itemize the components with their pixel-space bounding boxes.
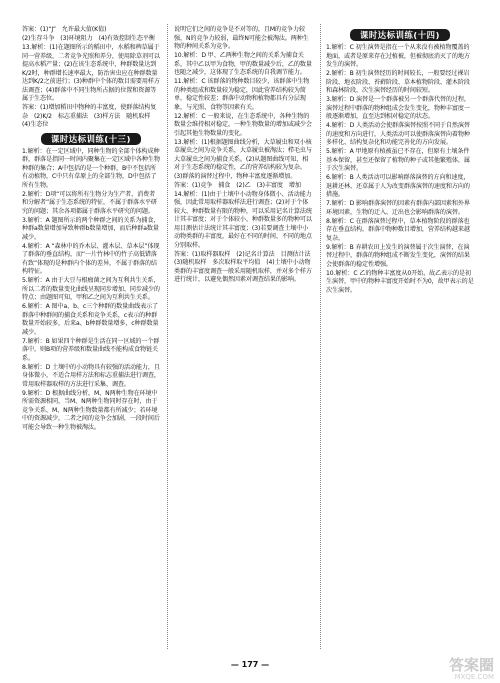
answer-item: 2.解析：B 初生演替经历的时间较长，一般要经过裸岩阶段、地衣阶段、苔藓阶段、草本植物阶段、灌木阶段和森林阶段，次生演替经历的时间较短。 [326, 70, 470, 94]
answer-list [326, 44, 474, 295]
answer-item: 6.解析：A 图中a、b、c三个种群的数量曲线表示了群落中种群间的捕食关系和竞争关系，c表示的种群数量开始较多，后来a、b种群数量增多，c种群数量减少。 [22, 303, 159, 336]
answer-item: 2.解析：D项“可以将所有生物分为生产者、消费者和分解者”属于生态系统的特征，不属于群落水平研究的问题；其余各项都属于群落水平研究的问题。 [22, 190, 157, 215]
answer-item: 13.解析：(1)在题图所示的稻田中，水稻和稗草属于同一营养级，二者竞争光照和养分，使用除草剂可以提高水稻产量；(2)在该生态系统中，种群数量达到K/2时，种群增长速率最大，防治害虫应在种群数量达到K/2之前进行；(3)种群中个体的数目需要用样方法调查；(4)群落中不同生物所占据的位置和资源等属于生态位。 [22, 44, 160, 102]
answer-item: 13.解析：(1)根据题图曲线分析，大草履虫和双小核草履虫之间为竞争关系，大草履虫被淘汰；栉毛虫与大草履虫之间为捕食关系。(2)从题图曲线可知，相对于生态系统的稳定性，乙的营养结构较为复杂。(3)群落的演替过程中，物种丰富度逐渐增加。 [174, 138, 312, 180]
answer-item: 9.解析：B 弃耕农田上发生的演替属于次生演替，在演替过程中，群落的物种组成不断发生变化，演替的结果会使群落的稳定性增强。 [326, 243, 470, 268]
answer-item: 答案：(1)竞争 捕食 (2)乙 (3)丰富度 增加 [174, 181, 301, 189]
column-left [22, 26, 160, 646]
answer-item: 9.解析：D 根据曲线分析，M、N两种生物在环境中所需资源相同，当M、N两种生物同时存在时，由于竞争关系，M、N两种生物数量都有所减少；若环境中的资源减少，二者之间的竞争会加剧，一段时间后可能会导致一种生物被淘汰。 [22, 389, 160, 431]
watermark-logo [449, 658, 494, 681]
answer-item: 14.解析：(1)由于土壤中小动物身体微小、活动能力强，因此常用取样器取样法进行调查；(2)对于个体较大、种群数量有限的物种，可以采用记名计算法统计其丰富度；对于个体较小、种群数量多的物种可以用目测估计法统计其丰富度；(3)若要调查土壤中小动物类群的丰富度，最好在不同的时间、不同的地点分别取样。 [174, 190, 312, 249]
section-header-14 [326, 29, 474, 41]
page-number: — 177 — [230, 660, 270, 669]
answer-item: 10.解析：C 乙的物种丰富度从0开始，故乙表示的是初生演替，甲中的物种丰富度开始时不为0，故甲表示的是次生演替。 [326, 269, 474, 294]
answer-item: 答案：(1)取样器取样 (2)记名计算法 目测估计法 (3)随机取样 多次取样取平均值 (4)土壤中小动物类群的丰富度调查一般采用随机取样，并对多个样方进行统计，以避免偶然因素对调查结果的影响。 [174, 250, 317, 283]
answer-item: 8.解析：C 在群落演替过程中，草本植物阶段的群落也存在垂直结构，群落中物种数目增加，营养结构越来越复杂。 [326, 217, 470, 242]
answer-item: 5.解析：A 甲地原有植被虽已不存在，但原有土壤条件基本保留，甚至还保留了植物的种子或其他繁殖体，属于次生演替。 [326, 148, 470, 172]
answer-item: 3.解析：D 演替是一个群落被另一个群落代替的过程，演替过程中群落的物种组成会发生变化，物种丰富度一般逐渐增加，直至达到相对稳定的状态。 [326, 96, 470, 120]
answer-item: 6.解析：B 人类活动可以影响群落演替的方向和速度，退耕还林、还草属于人为改变群落演替的速度和方向的措施。 [326, 174, 470, 198]
answer-item: 7.解析：B 如果四个种群是生活在同一区域的一个群落中，则B项的营养级和数量曲线不能构成食物链关系。 [22, 337, 160, 362]
answer-item: 1.解析：C 初生演替是指在一个从来没有被植物覆盖的地面，或者是原来存在过植被，但被彻底消灭了的地方发生的演替。 [326, 44, 470, 68]
answer-item: 12.解析：C 一般来说，在生态系统中，各种生物的数量会维持相对稳定，一种生物数量的增加或减少会引起其他生物数量的变化。 [174, 112, 312, 137]
section-title: 课时达标训练(十三) [41, 133, 141, 145]
answer-item: (2)生存斗争 (3)环境阻力 (4)有效控制生态平衡 [22, 35, 155, 42]
answer-item: 答案：(1)“J” 允许最大值(K值) [22, 26, 107, 33]
answer-item: 7.解析：D 影响群落演替的因素有群落内部因素和外界环境因素，生物的迁入、迁出也会影响群落的演替。 [326, 200, 470, 216]
answer-list [174, 26, 317, 285]
section-header-13 [22, 133, 160, 145]
watermark-text: 答案圈 [448, 656, 494, 674]
column-divider [167, 24, 168, 649]
answer-item: 10.解析：D 甲、乙两种生物之间的关系为捕食关系，其中乙以甲为食物，甲的数量减少后，乙的数量也随之减少，这体现了生态系统的自我调节能力。 [174, 52, 312, 76]
answer-list [22, 148, 160, 433]
answer-item: 11.解析：C 该群落的物种数目较少，该群落中生物的种类组成和数量较为稳定，因此营养结构较为简单，稳定性较差；群落中动物和植物都具有分层现象，与光照、食物等因素有关。 [174, 78, 310, 111]
answer-item: 5.解析：A 由于大豆与根瘤菌之间为互利共生关系，所以二者的数量变化曲线呈现同步增加、同步减少的特点；由题图可知，甲和乙之间为互利共生关系。 [22, 277, 160, 301]
column-divider [320, 24, 321, 649]
answer-item: 4.解析：A “森林中的乔木层、灌木层、草本层”体现了群落的垂直结构，而“一片竹林中的竹子高低错落有致”体现的是种群内个体的差异，不属于群落的结构特征。 [22, 242, 160, 275]
answer-item: 3.解析：A 题图所示的两个种群之间的关系为捕食，种群a数量增加导致种群b数量增加，而后种群a数量减少。 [22, 216, 160, 241]
answer-item: 答案：(1)增加稻田中物种的丰富度，使群落结构复杂 (2)K/2 标志重捕法 (3)样方法 随机取样 (4)生态位 [22, 104, 157, 128]
answer-item: 8.解析：D 土壤中的小动物具有较强的活动能力，且身体微小，不适合用样方法和标志重捕法进行调查，常用取样器取样的方法进行采集、调查。 [22, 363, 160, 388]
answer-item: 4.解析：D 人类活动会使群落演替按照不同于自然演替的速度和方向进行，人类活动可以使群落演替向着物种多样化、结构复杂化和功能完善化的方向发展。 [326, 122, 470, 146]
answer-item: 说明它们之间的竞争是不对等的，且M的竞争力较强，N的竞争力较弱，最终N可能会被淘汰。两种生物的种间关系为竞争。 [174, 26, 309, 50]
section-title: 课时达标训练(十四) [350, 29, 450, 41]
top-answer-block [22, 26, 160, 130]
column-right [326, 26, 474, 638]
answer-item: 1.解析：在一定区域中，同种生物的全部个体构成种群，群落是指同一时间内聚集在一定区域中各种生物种群的集合；A中包括的是一个种群，B中不包括所有动植物，C中只有草原上的全部生物，D中包括了所有生物。 [22, 147, 160, 189]
watermark-url: MXQE.COM [454, 673, 494, 681]
column-middle [174, 26, 317, 646]
